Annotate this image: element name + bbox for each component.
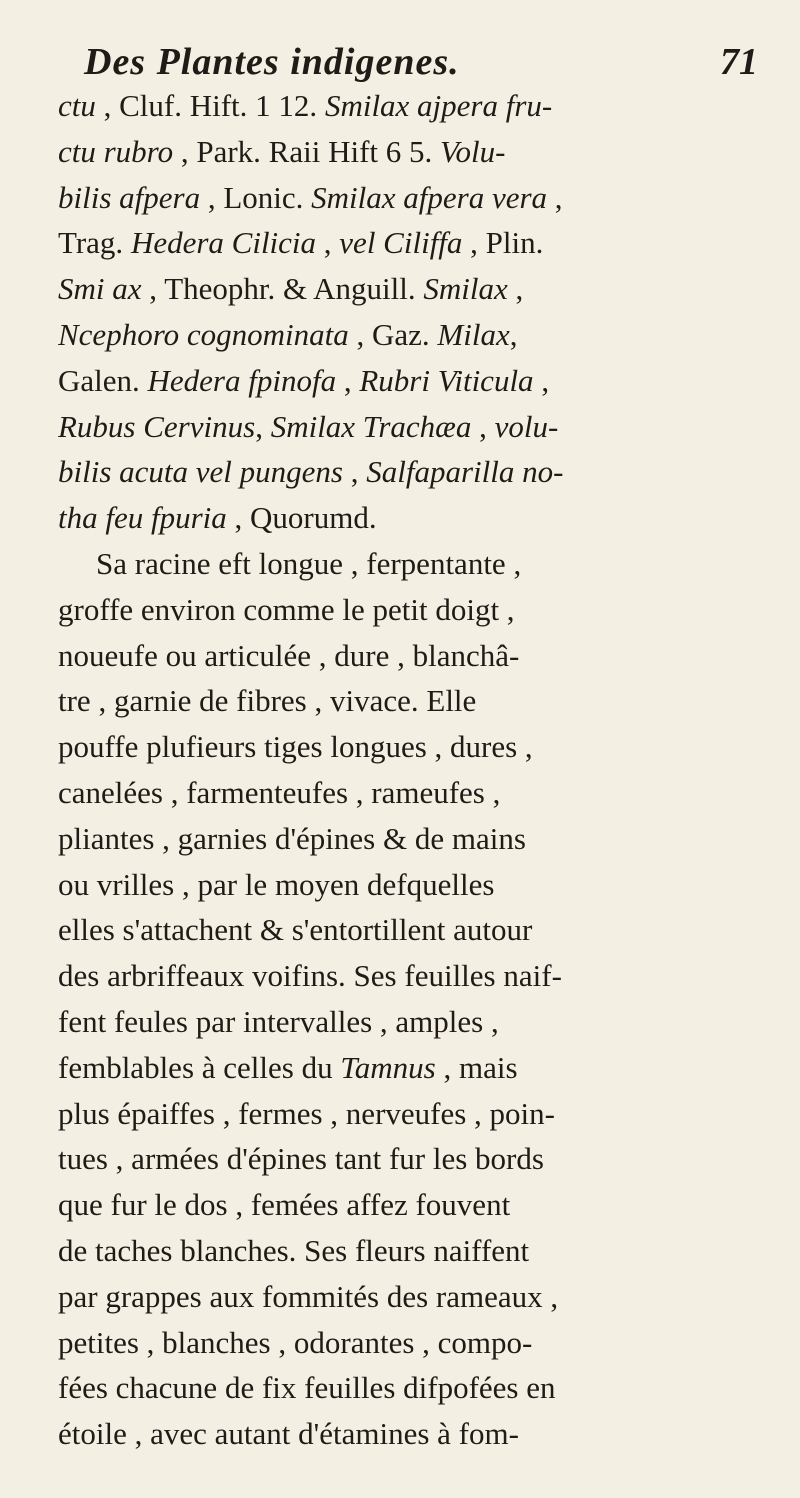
roman-text: , — [547, 179, 563, 215]
italic-text: Hedera Cilicia — [130, 225, 317, 261]
text-line — [58, 175, 798, 221]
roman-text: groffe environ comme le petit doigt , — [58, 591, 515, 627]
page-number: 71 — [720, 41, 758, 83]
roman-text: , — [316, 225, 340, 261]
roman-text: canelées , farmenteufes , rameufes , — [58, 774, 501, 810]
roman-text: plus épaiffes , fermes , nerveufes , poin- — [58, 1095, 555, 1131]
roman-text: , Cluf. Hift. 1 12. — [95, 88, 325, 123]
roman-text: fées chacune de fix feuilles difpofées en — [58, 1370, 556, 1406]
roman-text: elles s'attachent & s'entortillent autour — [58, 912, 533, 948]
italic-text: Hedera fpinofa — [147, 362, 337, 398]
roman-text: tues , armées d'épines tant fur les bords — [58, 1141, 544, 1177]
roman-text: que fur le dos , femées affez fouvent — [58, 1187, 511, 1223]
roman-text: petites , blanches , odorantes , compo- — [58, 1324, 533, 1360]
text-line — [58, 220, 798, 266]
roman-text: , — [336, 362, 360, 398]
text-line — [58, 770, 798, 816]
roman-text: des arbriffeaux voifins. Ses feuilles naif- — [58, 958, 562, 994]
running-title: Des Plantes indigenes. — [84, 41, 460, 83]
roman-text: Sa racine eft longue , ferpentante , — [96, 545, 522, 581]
roman-text: , Plin. — [462, 225, 544, 261]
italic-text: Smilax Trachæa — [270, 408, 472, 444]
roman-text: , Park. Raii Hift 6 5. — [173, 133, 441, 169]
roman-text: pliantes , garnies d'épines & de mains — [58, 820, 526, 856]
italic-text: Salfaparilla no- — [366, 454, 564, 490]
italic-text: Rubri Viticula — [359, 362, 534, 398]
roman-text: ou vrilles , par le moyen defquelles — [58, 866, 495, 902]
italic-text: Smilax ajpera fru- — [324, 88, 553, 123]
text-line — [58, 1320, 798, 1366]
text-line — [58, 907, 798, 953]
text-line — [58, 266, 798, 312]
roman-text: , mais — [435, 1049, 518, 1085]
italic-text: volu- — [494, 408, 559, 444]
text-line — [58, 1136, 798, 1182]
text-line — [58, 541, 798, 587]
roman-text: , Gaz. — [348, 316, 438, 352]
italic-text: Tamnus — [340, 1049, 436, 1085]
italic-text: bilis acuta vel pungens — [58, 454, 343, 490]
roman-text: , — [509, 316, 518, 352]
text-line — [58, 358, 798, 404]
text-line — [58, 404, 798, 450]
roman-text: femblables à celles du — [58, 1049, 341, 1085]
roman-text: , — [507, 271, 524, 307]
text-line — [58, 129, 798, 175]
text-line — [58, 587, 798, 633]
text-line — [58, 1045, 798, 1091]
text-line — [58, 1365, 798, 1411]
italic-text: tha feu fpuria — [58, 500, 227, 536]
italic-text: bilis afpera — [58, 179, 201, 215]
roman-text: pouffe plufieurs tiges longues , dures , — [58, 729, 533, 765]
roman-text: fent feules par intervalles , amples , — [58, 1003, 499, 1039]
italic-text: Smilax — [423, 271, 508, 307]
text-line — [58, 1182, 798, 1228]
italic-text: ctu rubro — [58, 133, 174, 169]
italic-text: Volu- — [440, 133, 506, 169]
text-line — [58, 1411, 798, 1457]
roman-text: , — [533, 362, 550, 398]
italic-text: Smilax afpera vera — [311, 179, 548, 215]
text-line — [58, 83, 798, 129]
text-line — [58, 495, 798, 541]
text-line — [58, 953, 798, 999]
text-line — [58, 633, 798, 679]
text-line — [58, 862, 798, 908]
roman-text: , Theophr. & Anguill. — [141, 271, 424, 307]
text-line — [58, 816, 798, 862]
roman-text: , — [471, 408, 495, 444]
italic-text: Smi ax — [58, 271, 142, 307]
text-line — [58, 312, 798, 358]
italic-text: Milax — [437, 316, 510, 352]
body-text — [58, 83, 798, 1457]
text-line — [58, 999, 798, 1045]
roman-text: , — [255, 408, 271, 444]
roman-text: Trag. — [58, 225, 131, 261]
text-line — [58, 1274, 798, 1320]
text-line — [58, 724, 798, 770]
text-line — [58, 449, 798, 495]
italic-text: vel Ciliffa — [339, 225, 463, 261]
text-line — [58, 678, 798, 724]
roman-text: , Lonic. — [200, 179, 312, 215]
roman-text: , Quorumd. — [226, 500, 377, 536]
roman-text: , — [342, 454, 367, 490]
text-line — [58, 1228, 798, 1274]
roman-text: par grappes aux fommités des rameaux , — [58, 1278, 559, 1314]
italic-text: ctu — [58, 88, 96, 123]
italic-text: Rubus Cervinus — [58, 408, 256, 444]
roman-text: étoile , avec autant d'étamines à fom- — [58, 1416, 519, 1452]
text-line — [58, 1091, 798, 1137]
roman-text: de taches blanches. Ses fleurs naiffent — [58, 1232, 530, 1268]
roman-text: tre , garnie de fibres , vivace. Elle — [58, 683, 477, 719]
roman-text: Galen. — [58, 362, 148, 398]
roman-text: noueufe ou articulée , dure , blanchâ- — [58, 637, 520, 673]
italic-text: Ncephoro cognominata — [58, 316, 349, 352]
